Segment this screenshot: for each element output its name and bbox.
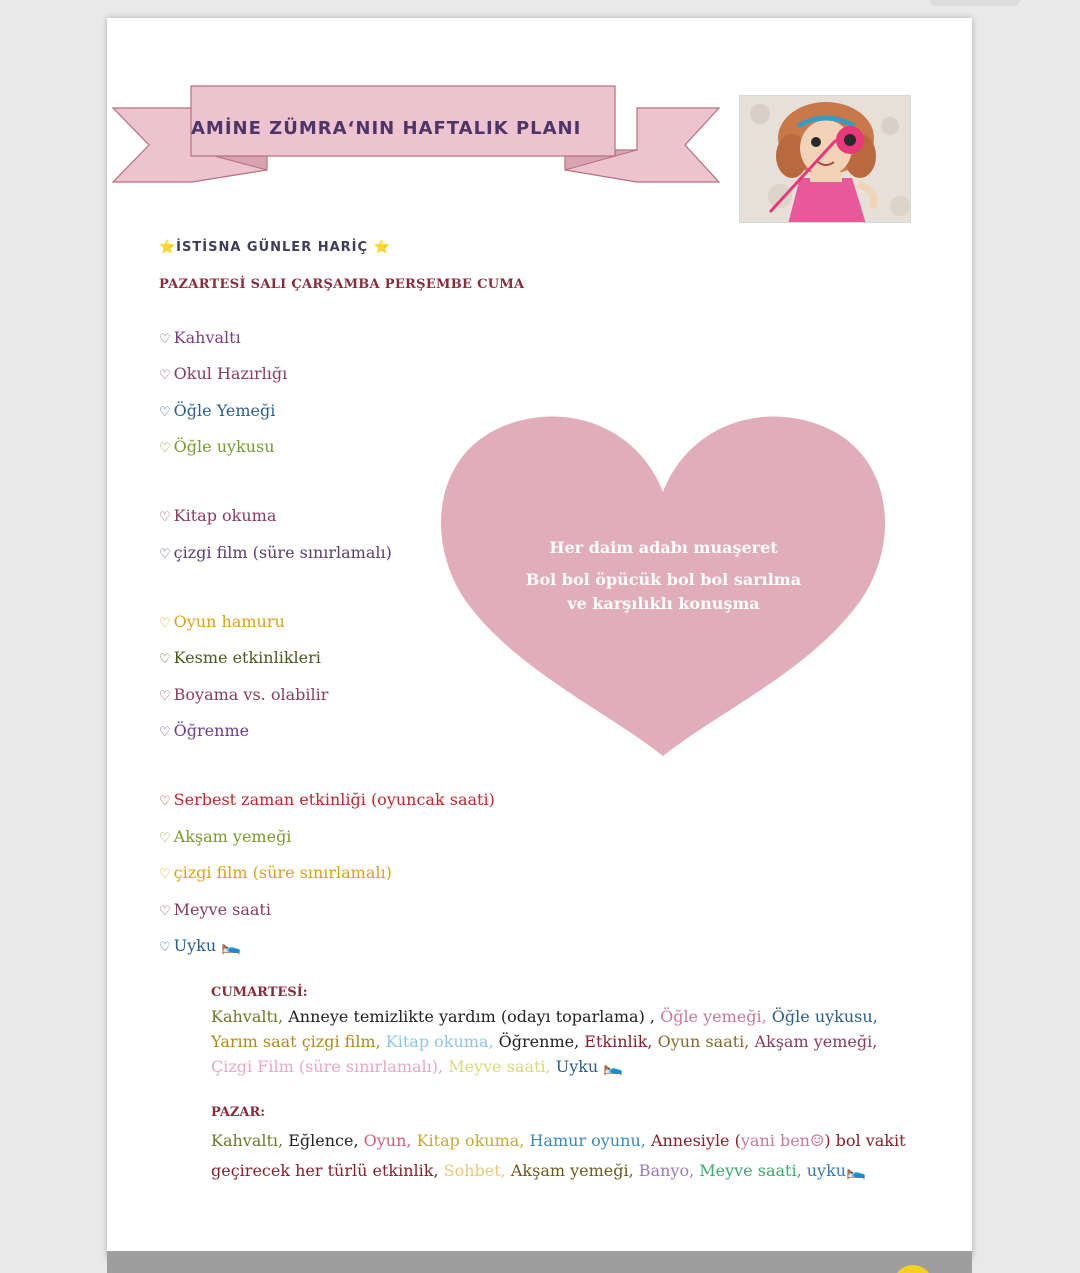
- saturday-activity: Öğrenme,: [498, 1032, 585, 1051]
- viewer-bottom-bar: [107, 1251, 972, 1273]
- saturday-activity: Kitap okuma,: [385, 1032, 499, 1051]
- saturday-activity: Çizgi Film (süre sınırlamalı),: [211, 1057, 449, 1076]
- weekdays-header: PAZARTESİ SALI ÇARŞAMBA PERŞEMBE CUMA: [159, 277, 525, 292]
- saturday-activity: Kahvaltı,: [211, 1007, 289, 1026]
- schedule-item: [159, 790, 495, 809]
- document-page: [107, 18, 972, 1258]
- saturday-line: [211, 1054, 931, 1079]
- schedule-item-label: Kahvaltı: [173, 328, 241, 347]
- exception-note: ⭐İSTİSNA GÜNLER HARİÇ ⭐: [159, 240, 391, 255]
- saturday-activity: Meyve saati,: [448, 1057, 556, 1076]
- schedule-item: [159, 685, 328, 704]
- schedule-item-label: Uyku 🛌: [173, 936, 242, 955]
- saturday-activity: Öğle uykusu,: [771, 1007, 878, 1026]
- schedule-item: [159, 863, 392, 882]
- saturday-activity: Uyku 🛌: [555, 1057, 624, 1076]
- schedule-item: [159, 612, 285, 631]
- saturday-activity: Yarım saat çizgi film,: [211, 1032, 386, 1051]
- heart-bullet-icon: ♡: [159, 405, 171, 420]
- schedule-item-label: Oyun hamuru: [173, 612, 285, 631]
- sunday-activity: geçirecek her türlü etkinlik,: [211, 1161, 444, 1180]
- schedule-item-label: Meyve saati: [173, 900, 271, 919]
- sunday-activity: Akşam yemeği,: [510, 1161, 639, 1180]
- heart-bullet-icon: ♡: [159, 441, 171, 456]
- schedule-item: [159, 328, 241, 347]
- schedule-item-label: Kesme etkinlikleri: [173, 648, 321, 667]
- sunday-activity: Kahvaltı,: [211, 1131, 289, 1150]
- heart-bullet-icon: ♡: [159, 510, 171, 525]
- saturday-line: [211, 1029, 931, 1054]
- heart-bullet-icon: ♡: [159, 794, 171, 809]
- sunday-activity: Kitap okuma,: [416, 1131, 530, 1150]
- sunday-label: PAZAR:: [211, 1105, 266, 1120]
- saturday-activity: Oyun saati,: [657, 1032, 755, 1051]
- heart-line-1: Her daim adabı muaşeret: [549, 538, 778, 557]
- schedule-item-label: Serbest zaman etkinliği (oyuncak saati): [173, 790, 495, 809]
- saturday-activity: Akşam yemeği,: [754, 1032, 878, 1051]
- top-edge-shadow: [930, 0, 1020, 6]
- heart-bullet-icon: ♡: [159, 652, 171, 667]
- heart-bullet-icon: ♡: [159, 547, 171, 562]
- heart-line-2: Bol bol öpücük bol bol sarılma: [525, 570, 802, 589]
- heart-line-3: ve karşılıklı konuşma: [567, 594, 760, 613]
- sunday-activity: Annesiyle (: [650, 1131, 741, 1150]
- sunday-activity: uyku🛌: [806, 1161, 867, 1180]
- schedule-item-label: çizgi film (süre sınırlamalı): [173, 543, 392, 562]
- sunday-activity: Sohbet,: [443, 1161, 511, 1180]
- sunday-line: [211, 1126, 931, 1156]
- sunday-schedule: [211, 1126, 931, 1186]
- sunday-activity: ) bol vakit: [824, 1131, 906, 1150]
- schedule-item: [159, 648, 321, 667]
- heart-bullet-icon: ♡: [159, 725, 171, 740]
- sunday-activity: yani ben☺: [740, 1131, 825, 1150]
- saturday-line: [211, 1004, 931, 1029]
- schedule-item-label: Öğle uykusu: [173, 437, 275, 456]
- heart-bullet-icon: ♡: [159, 368, 171, 383]
- schedule-item: [159, 827, 291, 846]
- sunday-activity: Hamur oyunu,: [529, 1131, 651, 1150]
- schedule-item: [159, 401, 275, 420]
- sunday-activity: Banyo,: [638, 1161, 700, 1180]
- schedule-item: [159, 364, 287, 383]
- heart-bullet-icon: ♡: [159, 904, 171, 919]
- sunday-line: [211, 1156, 931, 1186]
- schedule-item: [159, 437, 275, 456]
- saturday-activity: Etkinlik,: [584, 1032, 658, 1051]
- heart-bullet-icon: ♡: [159, 831, 171, 846]
- heart-bullet-icon: ♡: [159, 332, 171, 347]
- sunday-activity: Oyun,: [363, 1131, 417, 1150]
- sunday-activity: Meyve saati,: [699, 1161, 807, 1180]
- schedule-item-label: Öğrenme: [173, 721, 250, 740]
- girl-illustration-photo: [739, 95, 911, 223]
- schedule-item: [159, 900, 271, 919]
- schedule-item: [159, 543, 392, 562]
- schedule-item: [159, 506, 276, 525]
- heart-bullet-icon: ♡: [159, 940, 171, 955]
- schedule-item-label: Kitap okuma: [173, 506, 277, 525]
- schedule-item-label: Okul Hazırlığı: [173, 364, 288, 383]
- heart-bullet-icon: ♡: [159, 689, 171, 704]
- saturday-activity: Öğle yemeği,: [660, 1007, 772, 1026]
- schedule-item: [159, 936, 241, 955]
- saturday-schedule: [211, 1004, 931, 1079]
- sunday-activity: Eğlence,: [288, 1131, 364, 1150]
- schedule-item-label: Öğle Yemeği: [173, 401, 276, 420]
- schedule-item-label: Akşam yemeği: [173, 827, 292, 846]
- heart-bullet-icon: ♡: [159, 616, 171, 631]
- saturday-label: CUMARTESİ:: [211, 985, 308, 1000]
- saturday-activity: Anneye temizlikte yardım (odayı toparlama) ,: [288, 1007, 661, 1026]
- heart-callout: [435, 410, 892, 756]
- heart-bullet-icon: ♡: [159, 867, 171, 882]
- page-title: AMİNE ZÜMRA‘NIN HAFTALIK PLANI: [191, 118, 582, 139]
- schedule-item-label: Boyama vs. olabilir: [173, 685, 329, 704]
- schedule-item: [159, 721, 249, 740]
- schedule-item-label: çizgi film (süre sınırlamalı): [173, 863, 392, 882]
